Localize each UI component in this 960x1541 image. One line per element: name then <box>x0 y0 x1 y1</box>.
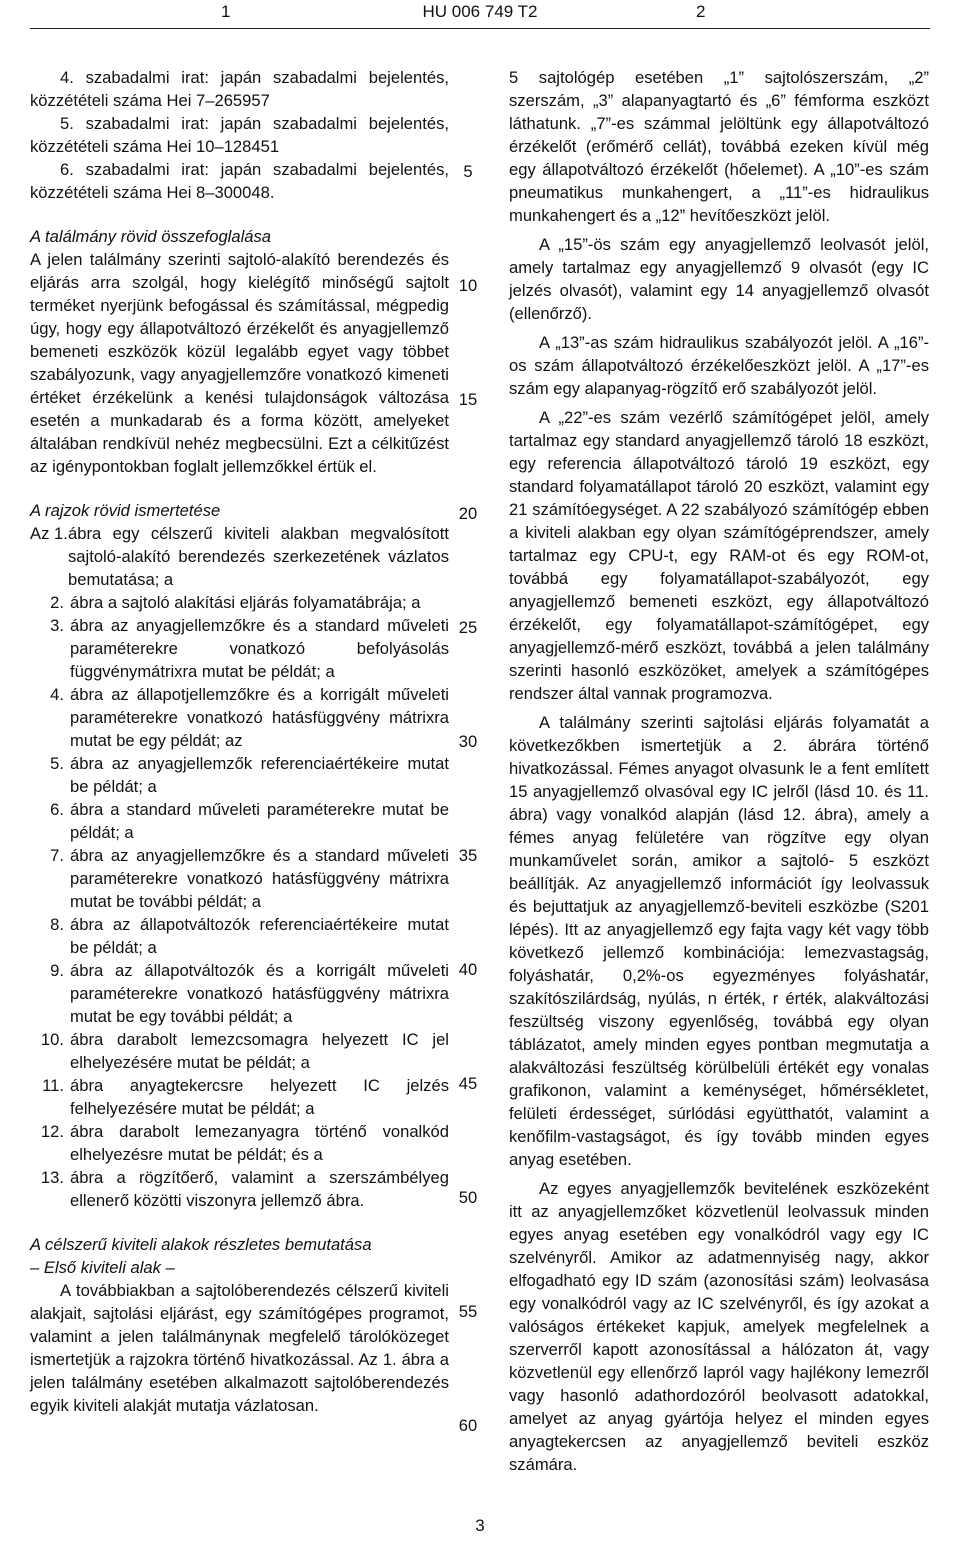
figure-number: 12. <box>40 1122 64 1141</box>
line-number: 25 <box>458 618 478 637</box>
figure-number: 10. <box>40 1030 64 1049</box>
body-paragraph: A „15”-ös szám egy anyagjellemző leolvasót jelöl, amely tartalmaz egy anyagjellemző 9 olvasót (egy IC jelzés olvasót), valamint egy 14 anyagjellemző olvasót (ellenőrző). <box>509 235 929 323</box>
drawings-heading: A rajzok rövid ismertetése <box>30 501 221 520</box>
right-page-number: 2 <box>696 2 706 21</box>
figure-description: ábra az anyagjellemzőkre és a standard műveleti paraméterekre vonatkozó hatásfüggvény mátrixra mutat be további példát; a <box>70 846 449 911</box>
page-number: 3 <box>475 1516 485 1535</box>
figure-description: ábra a sajtoló alakítási eljárás folyamatábrája; a <box>70 593 421 612</box>
figure-item <box>30 913 449 959</box>
figure-item <box>30 683 449 752</box>
body-paragraph: 5 sajtológép esetében „1” sajtolószerszám, „2” szerszám, „3” alapanyagtartó és „6” fémforma eszközt láthatunk. „7”-es számmal jelöltünk egy állapotváltozó érzékelőt (erőmérő cellát), továbbá ezeken kívül még egy állapotváltozó érzékelőt (hőelemet). A „10”-es szám pneumatikus munkahengert, a „11”-es hidraulikus munkahengert és a „12” hevítőeszközt jelöl. <box>509 68 929 225</box>
figure-number: 3. <box>50 616 64 635</box>
figure-description: ábra az állapotváltozók referenciaértékeire mutat be példát; a <box>70 915 449 957</box>
right-column <box>509 66 929 1476</box>
line-number: 5 <box>463 162 473 181</box>
detailed-paragraph: A továbbiakban a sajtolóberendezés célszerű kiviteli alakjait, sajtolási eljárást, egy számítógépes programot, valamint a jelen találmánynak megfelelő tárolóközeget ismertetjük a rajzokra történő hivatkozással. Az 1. ábra a jelen találmány esetében alkalmazott sajtolóberendezés egyik kiviteli alakját mutatja vázlatosan. <box>30 1281 449 1415</box>
line-number: 55 <box>458 1302 478 1321</box>
figure-item <box>30 1028 449 1074</box>
figure-number: 5. <box>50 754 64 773</box>
figure-description: ábra az anyagjellemzők referenciaértékeire mutat be példát; a <box>70 754 449 796</box>
figure-item <box>30 1074 449 1120</box>
figure-item <box>30 591 449 614</box>
body-paragraph: A találmány szerinti sajtolási eljárás folyamatát a következőkben ismertetjük a 2. ábrára történő hivatkozással. Fémes anyagot olvasunk le a fent említett 15 anyagjellemző olvasóval egy IC jelről (lásd 10. és 11. ábra) vagy vonalkód alapján (lásd 12. ábra), amely a fémes anyag felületére van rögzítve egy olyan munkaművelet során, amikor a sajtoló- 5 eszközt beállítják. Az anyagjellemző információt így leolvassuk és bejuttatjuk az anyagjellemző-beviteli eszközbe (S201 lépés). Itt az anyagjellemző egy fajta vagy két vagy több következő jellemző kombinációja: lemezvastagság, folyáshatár, 0,2%-os egyezményes folyáshatár, szakítószilárdság, nyúlás, n érték, r érték, alakváltozási feszültség viszony egyenlőség, továbbá egy olyan táblázatot, amely minden egyes pontban megmutatja a alakváltozási feszültség körülbelüli értékét egy vonalas grafikonon, valamint a keménységet, hőmérsékletet, felületi érdességet, súrlódási együtthatót, valamint a kenőfilm-vastagságot, és így tovább minden egyes anyag esetében. <box>509 713 929 1169</box>
figure-number: 6. <box>50 800 64 819</box>
figure-item <box>30 1120 449 1166</box>
summary-heading: A találmány rövid összefoglalása <box>30 227 272 246</box>
header-rule <box>30 28 930 29</box>
line-number: 50 <box>458 1188 478 1207</box>
reference-item: 5. szabadalmi irat: japán szabadalmi bejelentés, közzétételi száma Hei 10–128451 <box>30 114 449 156</box>
body-paragraph: Az egyes anyagjellemzők bevitelének eszközeként itt az anyagjellemzőket közvetlenül leolvassuk minden egyes anyag esetében egy vonalkódról vagy egy IC szelvényről. Amikor az adatmennyiség nagy, akkor elfogadható egy ID szám (azonosítási szám) leolvasása egy vonalkódról vagy az IC szelvényről, és így azokat a valóságos értékeket kapjuk, amelyek megfelelnek a szerverről kapott azonosítással a hálózaton át, vagy közvetlenül egy ellenőrző lapról vagy hajlékony lemezről vagy hasonló adathordozóról beolvasott adatokkal, amelyet az anyag gyártója helyez el minden egyes anyagtekercsen az anyagjellemző beviteli eszköz számára. <box>509 1179 929 1474</box>
line-number: 30 <box>458 732 478 751</box>
figure-number: 8. <box>50 915 64 934</box>
figure-description: ábra egy célszerű kiviteli alakban megvalósított sajtoló-alakító berendezés szerkezetének vázlatos bemutatása; a <box>68 524 449 589</box>
figure-description: ábra a standard műveleti paraméterekre mutat be példát; a <box>70 800 449 842</box>
figure-number: Az 1. <box>30 524 68 543</box>
figure-number: 7. <box>50 846 64 865</box>
figure-number: 9. <box>50 961 64 980</box>
embodiment-heading: – Első kiviteli alak – <box>30 1258 175 1277</box>
figure-item <box>30 798 449 844</box>
line-number: 40 <box>458 960 478 979</box>
figure-description: ábra az anyagjellemzőkre és a standard műveleti paraméterekre vonatkozó befolyásolás függvénymátrixra mutat be példát; a <box>70 616 449 681</box>
line-number: 10 <box>458 276 478 295</box>
line-number: 35 <box>458 846 478 865</box>
body-paragraph: A „13”-as szám hidraulikus szabályozót jelöl. A „16”-os szám állapotváltozó érzékelőeszközt jelöl. A „17”-es szám egy alapanyag-rögzítő erő szabályozót jelöl. <box>509 333 929 398</box>
figure-item <box>30 614 449 683</box>
line-number: 45 <box>458 1074 478 1093</box>
line-number: 15 <box>458 390 478 409</box>
figure-description: ábra darabolt lemezcsomagra helyezett IC jel elhelyezésére mutat be példát; a <box>70 1030 449 1072</box>
figure-description: ábra darabolt lemezanyagra történő vonalkód elhelyezésre mutat be példát; és a <box>70 1122 449 1164</box>
figure-item <box>30 1166 449 1212</box>
figure-item <box>30 752 449 798</box>
reference-item: 4. szabadalmi irat: japán szabadalmi bejelentés, közzétételi száma Hei 7–265957 <box>30 68 449 110</box>
left-column <box>30 66 449 1417</box>
figure-description: ábra anyagtekercsre helyezett IC jelzés felhelyezésére mutat be példát; a <box>70 1076 449 1118</box>
line-number: 20 <box>458 504 478 523</box>
figure-number: 11. <box>42 1076 64 1095</box>
figure-item <box>30 844 449 913</box>
figure-number: 13. <box>40 1168 64 1187</box>
reference-item: 6. szabadalmi irat: japán szabadalmi bejelentés, közzétételi száma Hei 8–300048. <box>30 160 449 202</box>
figure-description: ábra a rögzítőerő, valamint a szerszámbélyeg ellenerő közötti viszonyra jellemző ábra. <box>70 1168 449 1210</box>
body-paragraph: A „22”-es szám vezérlő számítógépet jelöl, amely tartalmaz egy standard anyagjellemző tároló 18 eszközt, egy referencia állapotváltozó tároló 19 eszközt, egy standard folyamatállapot tároló 20 eszközt, valamint egy 21 számítóegységet. A 22 szabályozó számítógép ebben a kiviteli alakban egy olyan számítógéprendszer, amely tartalmaz egy CPU-t, egy RAM-ot és egy ROM-ot, továbbá egy folyamatállapot-szabályozót, egy anyagjellemző bemeneti eszközt, egy állapotváltozó érzékelőt, egy folyamatállapot-számítógépet, egy anyagjellemző-mérő eszközt, továbbá a jelen találmány szerinti hasonló eszközöket, amelyek a számítógépes rendszer által vannak programozva. <box>509 408 929 703</box>
figure-number: 4. <box>50 685 64 704</box>
left-page-number: 1 <box>221 2 231 21</box>
figure-item <box>30 959 449 1028</box>
summary-paragraph: A jelen találmány szerinti sajtoló-alakító berendezés és eljárás arra szolgál, hogy kielégítő minőségű sajtolt terméket nyerjünk befogással és számítással, mégpedig úgy, hogy egy állapotváltozó érzékelőt és anyagjellemző bemeneti eszközök közül legalább egyet vagy többet szabályozunk, vagy anyagjellemzőre vonatkozó kimeneti értéket érzékelünk a kenési tulajdonságok változása esetén a munkadarab és a forma között, amelyeket általában rendkívül nehéz megbecsülni. Ezt a célkitűzést az igénypontokban foglalt jellemzőkkel értük el. <box>30 250 449 476</box>
detailed-heading: A célszerű kiviteli alakok részletes bemutatása <box>30 1235 372 1254</box>
figure-list <box>30 522 449 1212</box>
document-number: HU 006 749 T2 <box>422 2 538 21</box>
figure-description: ábra az állapotváltozók és a korrigált műveleti paraméterekre vonatkozó hatásfüggvény mátrixra mutat be egy további példát; a <box>70 961 449 1026</box>
line-number: 60 <box>458 1416 478 1435</box>
figure-description: ábra az állapotjellemzőkre és a korrigált műveleti paraméterekre vonatkozó hatásfüggvény mátrixra mutat be egy példát; az <box>70 685 449 750</box>
figure-number: 2. <box>50 593 64 612</box>
figure-item <box>30 522 449 591</box>
